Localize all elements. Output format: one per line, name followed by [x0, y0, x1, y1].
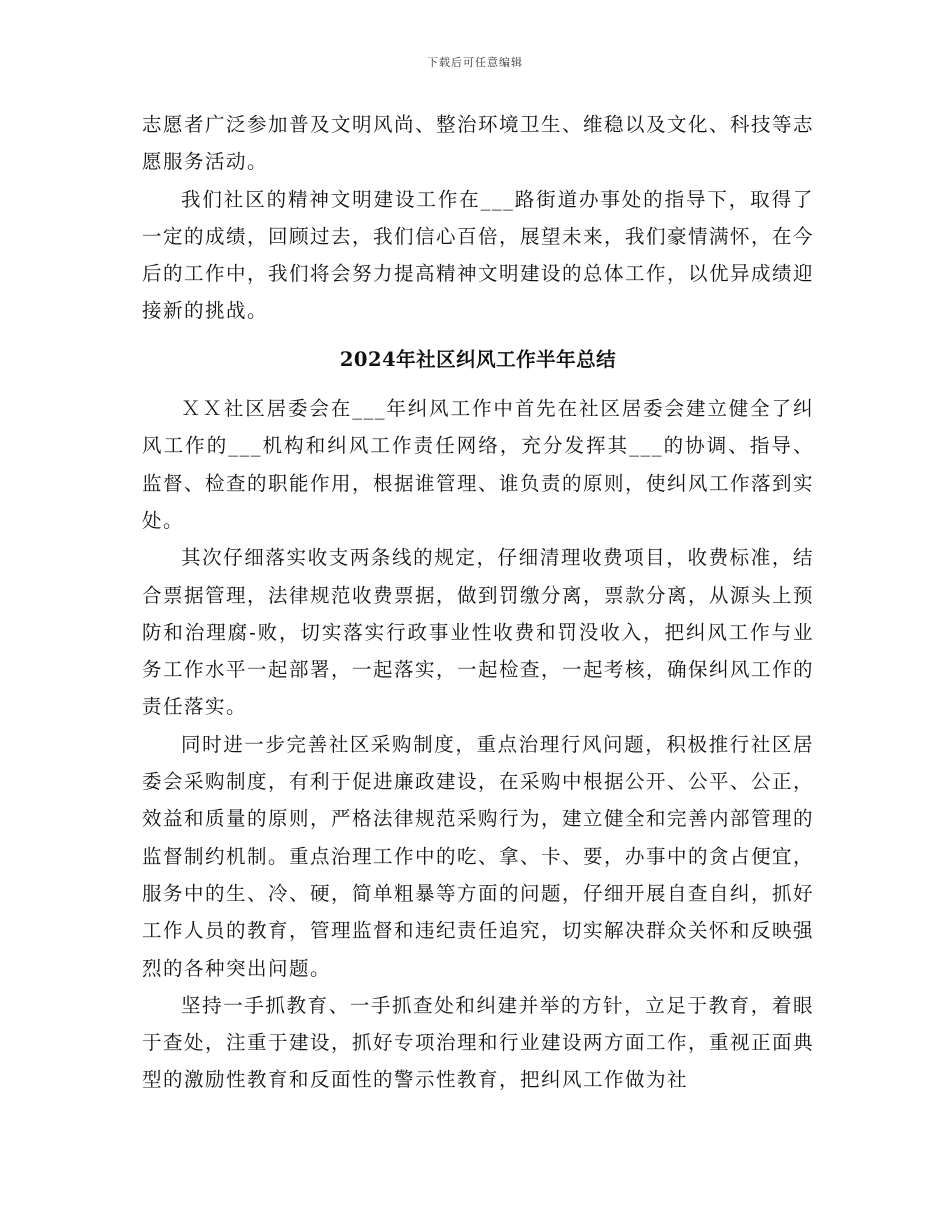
paragraph: 坚持一手抓教育、一手抓查处和纠建并举的方针，立足于教育，着眼于查处，注重于建设，抓好专项治理和行业建设两方面工作，重视正面典型的激励性教育和反面性的警示性教育，把纠风工作做为社 — [142, 993, 815, 1092]
paragraph: ＸＸ社区居委会在___年纠风工作中首先在社区居委会建立健全了纠风工作的___机构和纠风工作责任网络，充分发挥其___的协调、指导、监督、检查的职能作用，根据谁管理、谁负责的原则，使纠风工作落到实处。 — [142, 397, 815, 532]
document-body — [142, 106, 814, 1099]
paragraph: 同时进一步完善社区采购制度，重点治理行风问题，积极推行社区居委会采购制度，有利于促进廉政建设，在采购中根据公开、公平、公正，效益和质量的原则，严格法律规范采购行为，建立健全和完善内部管理的监督制约机制。重点治理工作中的吃、拿、卡、要，办事中的贪占便宜，服务中的生、冷、硬，简单粗暴等方面的问题，仔细开展自查自纠，抓好工作人员的教育，管理监督和违纪责任追究，切实解决群众关怀和反映强烈的各种突出问题。 — [142, 732, 815, 980]
paragraph: 其次仔细落实收支两条线的规定，仔细清理收费项目，收费标准，结合票据管理，法律规范收费票据，做到罚缴分离，票款分离，从源头上预防和治理腐-败，切实落实行政事业性收费和罚没收入，把纠风工作与业务工作水平一起部署，一起落实，一起检查，一起考核，确保纠风工作的责任落实。 — [142, 546, 815, 719]
paragraph: 我们社区的精神文明建设工作在___路街道办事处的指导下，取得了一定的成绩，回顾过去，我们信心百倍，展望未来，我们豪情满怀，在今后的工作中，我们将会努力提高精神文明建设的总体工作，以优异成绩迎接新的挑战。 — [142, 187, 815, 323]
section-title: 2024年社区纠风工作半年总结 — [339, 347, 617, 371]
paragraph-continuation: 志愿者广泛参加普及文明风尚、整治环境卫生、维稳以及文化、科技等志愿服务活动。 — [142, 113, 815, 174]
page-header-note: 下载后可任意编辑 — [427, 56, 523, 69]
